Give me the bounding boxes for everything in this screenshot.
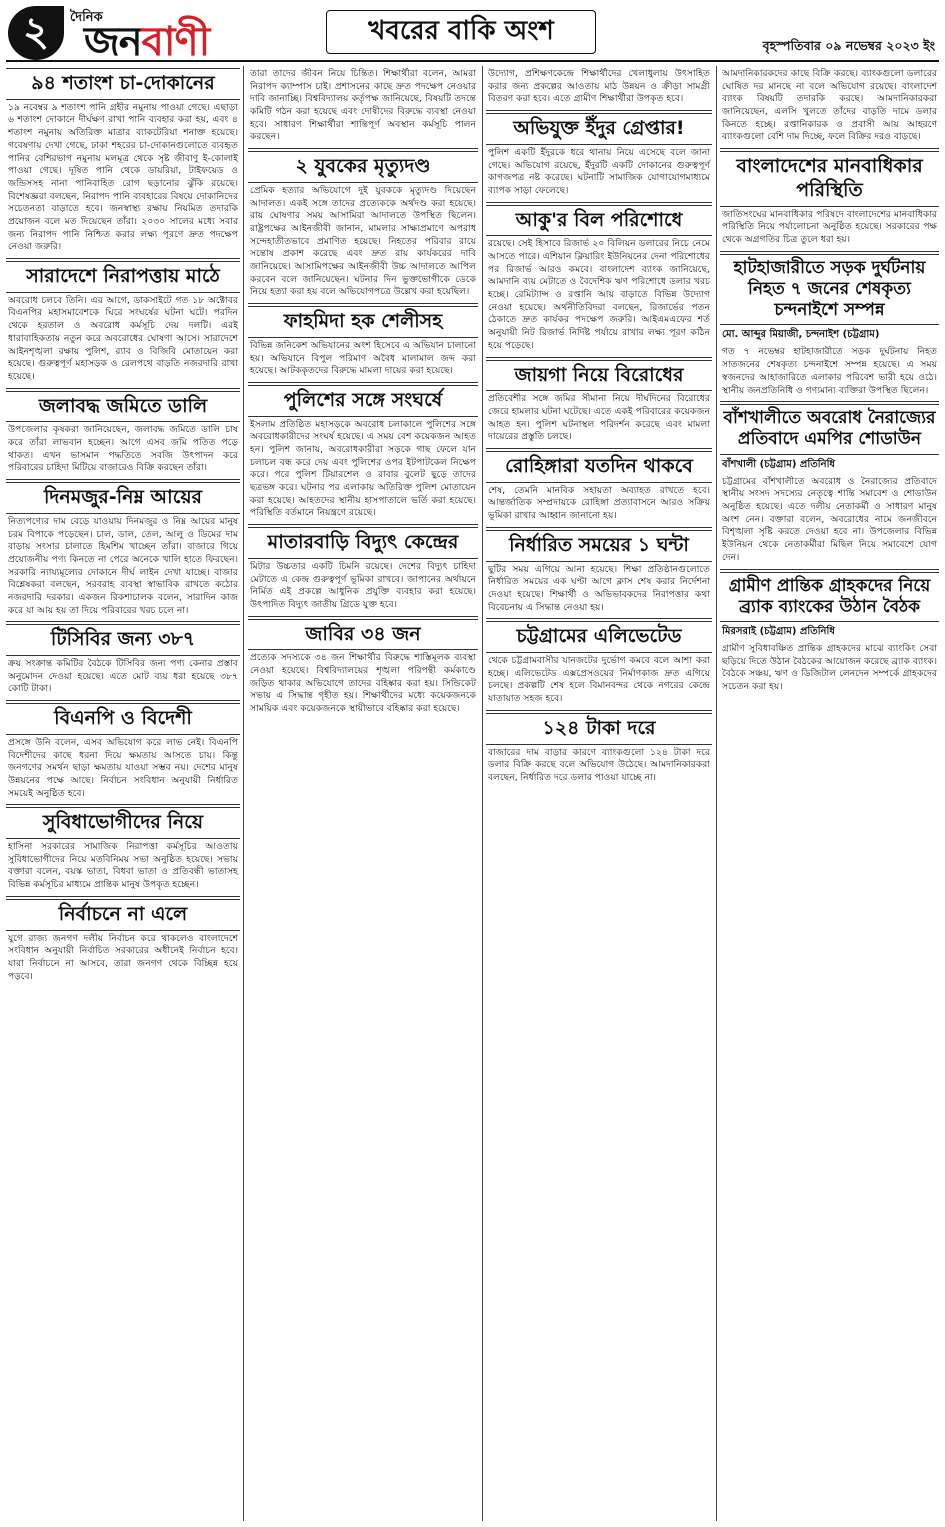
story-body: চট্টগ্রামের বাঁশখালীতে অবরোধ ও নৈরাজ্যের প্রতিবাদে স্থানীয় সংসদ সদস্যের নেতৃত্বে শান্তি সমাবেশ ও শোডাউন অনুষ্ঠিত হয়েছে। এতে দলীয় নেতাকর্মী ও সাধারণ মানুষ অংশ নেন। বক্তারা বলেন, অবরোধের নামে জনজীবনে বিশৃঙ্খলা সৃষ্টি করতে দেওয়া হবে না। উপজেলার বিভিন্ন ইউনিয়ন থেকে নেতাকর্মীরা মিছিল নিয়ে সমাবেশে যোগ দেন। <box>722 475 937 563</box>
story-body: গ্রামীণ সুবিধাবঞ্চিত প্রান্তিক গ্রাহকদের মাঝে ব্যাংকিং সেবা ছড়িয়ে দিতে উঠান বৈঠকের আয়োজন করেছে ব্র্যাক ব্যাংক। বৈঠকে সঞ্চয়, ঋণ ও ডিজিটাল লেনদেন সম্পর্কে গ্রাহকদের সচেতন করা হয়। <box>722 643 937 693</box>
story-headline: জায়গা নিয়ে বিরোধের <box>486 360 712 392</box>
story-headline: ৯৪ শতাংশ চা-দোকানের <box>6 68 240 100</box>
page-number: ২ <box>8 6 64 60</box>
news-story <box>6 480 240 622</box>
masthead <box>6 4 939 65</box>
story-headline: পুলিশের সঙ্গে সংঘর্ষে <box>248 385 478 417</box>
column-4 <box>720 66 939 1521</box>
news-story <box>486 619 712 711</box>
news-story <box>6 805 240 897</box>
story-headline: জলাবদ্ধ জমিতে ডালি <box>6 391 240 423</box>
story-body: ক্রয় সংক্রান্ত কমিটির বৈঠকে টিসিবির জন্য পণ্য কেনার প্রস্তাব অনুমোদন দেওয়া হয়েছে। এতে মোট ব্যয় ধরা হয়েছে ৩৮৭ কোটি টাকা। <box>8 658 238 695</box>
news-story <box>248 617 478 720</box>
story-body: উদ্যোগ, প্রশিক্ষণকেন্দ্রে শিক্ষার্থীদের খেলাধুলায় উৎসাহিত করার জন্য প্রকল্পের আওতায় মাঠ উন্নয়ন ও ক্রীড়া সামগ্রী বিতরণ করা হবে। এতে গ্রামীণ শিক্ষার্থীরা উপকৃত হবে। <box>488 68 710 105</box>
story-headline: মাতারবাড়ি বিদ্যুৎ কেন্দ্রের <box>248 527 478 559</box>
column-1 <box>6 66 240 1521</box>
news-story <box>486 66 712 111</box>
story-body: যুগে রাজ্য জনগণ দলীয় নির্বাচন করে থাকলেও বাংলাদেশে সংবিধান অনুযায়ী নির্বাচিত সরকারের অধীনেই নির্বাচন হবে। যারা নির্বাচনে না আসবে, তারা জনগণ থেকে বিচ্ছিন্ন হয়ে পড়বে। <box>8 932 238 982</box>
news-story <box>486 358 712 450</box>
story-body: তারা তাদের জীবন নিয়ে চিন্তিত। শিক্ষার্থীরা বলেন, আমরা নিরাপদ ক্যাম্পাস চাই। প্রশাসনের কাছে দ্রুত পদক্ষেপ নেওয়ার দাবি জানাচ্ছি। বিশ্ববিদ্যালয় কর্তৃপক্ষ জানিয়েছে, বিষয়টি তদন্তে কমিটি গঠন করা হয়েছে এবং দোষীদের বিরুদ্ধে ব্যবস্থা নেওয়া হবে। সাধারণ শিক্ষার্থীরা শান্তিপূর্ণ অবস্থান কর্মসূচি পালন করছেন। <box>250 68 476 143</box>
news-story <box>248 304 478 383</box>
story-body: বাজারের দাম বাড়ার কারণে ব্যাংকগুলো ১২৪ টাকা দরে ডলার বিক্রি করছে বলে অভিযোগ উঠেছে। আমদানিকারকরা বলছেন, নির্ধারিত দরে ডলার পাওয়া যাচ্ছে না। <box>488 746 710 783</box>
story-headline: অভিযুক্ত ইঁদুর গ্রেপ্তার! <box>486 113 712 145</box>
news-story <box>6 389 240 481</box>
story-body: উপজেলার কৃষকরা জানিয়েছেন, জলাবদ্ধ জমিতে ডালি চাষ করে তাঁরা লাভবান হচ্ছেন। আগে এসব জমি পতিত পড়ে থাকত। এখন ভাসমান পদ্ধতিতে সবজি উৎপাদন করে পরিবারের চাহিদা মিটিয়ে বাজারেও বিক্রি করছেন তাঁরা। <box>8 424 238 474</box>
news-story <box>720 402 939 569</box>
story-headline: ফাহমিদা হক শেলীসহ <box>248 306 478 338</box>
story-body: প্রতিবেশীর সঙ্গে জমির সীমানা নিয়ে দীর্ঘদিনের বিরোধের জেরে হামলার ঘটনা ঘটেছে। এতে একই পরিবারের কয়েকজন আহত হন। পুলিশ ঘটনাস্থল পরিদর্শন করেছে এবং মামলা দায়েরের প্রস্তুতি চলছে। <box>488 393 710 443</box>
news-story <box>486 711 712 789</box>
story-body: হাসিনা সরকারের সামাজিক নিরাপত্তা কর্মসূচির আওতায় সুবিধাভোগীদের নিয়ে মতবিনিময় সভা অনুষ্ঠিত হয়েছে। সভায় বক্তারা বলেন, বয়স্ক ভাতা, বিধবা ভাতা ও প্রতিবন্ধী ভাতাসহ বিভিন্ন কর্মসূচির মাধ্যমে প্রান্তিক মানুষ উপকৃত হচ্ছেন। <box>8 841 238 891</box>
story-headline: বাংলাদেশের মানবাধিকার পরিস্থিতি <box>720 151 939 207</box>
column-divider <box>482 66 483 1521</box>
story-body: অবরোধ চলবে তিনি। এর আগে, ডাকসাইটে গত ১৮ অক্টোবর বিএনপির মহাসমাবেশকে ঘিরে সংঘর্ষের ঘটনা ঘটে। পরদিন থেকে হরতাল ও অবরোধ কর্মসূচি দেয় দলটি। এরই ধারাবাহিকতায় নতুন করে অবরোধের ঘোষণা আসে। সারাদেশে আইনশৃঙ্খলা রক্ষায় পুলিশ, র‍্যাব ও বিজিবি মোতায়েন করা হয়েছে। গুরুত্বপূর্ণ মহাসড়ক ও রেলপথে বাড়তি নজরদারি রাখা হয়েছে। <box>8 294 238 382</box>
story-headline: হাটহাজারীতে সড়ক দুর্ঘটনায় নিহত ৭ জনের শেষকৃত্য চন্দনাইশে সম্পন্ন <box>720 254 939 326</box>
story-body: প্রত্যেক সদস্যকে ৩৪ জন শিক্ষার্থীর বিরুদ্ধে শাস্তিমূলক ব্যবস্থা নেওয়া হয়েছে। বিশ্ববিদ্যালয়ের শৃঙ্খলা পরিপন্থী কর্মকাণ্ডে জড়িত থাকার অভিযোগে তাদের বহিষ্কার করা হয়। সিন্ডিকেট সভায় এ সিদ্ধান্ত গৃহীত হয়। শিক্ষার্থীদের মধ্যে কয়েকজনকে সাময়িক এবং কয়েকজনকে স্থায়ীভাবে বহিষ্কার করা হয়েছে। <box>250 652 476 715</box>
news-story <box>6 622 240 701</box>
story-headline: চট্টগ্রামের এলিভেটেড <box>486 621 712 653</box>
news-story <box>486 449 712 528</box>
story-headline: রোহিঙ্গারা যতদিন থাকবে <box>486 451 712 483</box>
story-headline: জাবির ৩৪ জন <box>248 619 478 651</box>
story-body: থেকে চট্টগ্রামবাসীর যানজটের দুর্ভোগ কমবে বলে আশা করা হচ্ছে। এলিভেটেড এক্সপ্রেসওয়ের নির্মাণকাজ দ্রুত এগিয়ে চলছে। প্রকল্পটি শেষ হলে বিমানবন্দর থেকে নগরের কেন্দ্রে যাতায়াত সহজ হবে। <box>488 655 710 705</box>
story-body: প্রসঙ্গে উনি বলেন, এসব অভিযোগ করে লাভ নেই। বিএনপি বিদেশীদের কাছে ধরনা দিয়ে ক্ষমতায় আসতে চায়। কিন্তু জনগণের সমর্থন ছাড়া ক্ষমতায় যাওয়া সম্ভব নয়। দেশের মানুষ উন্নয়নের পক্ষে আছে। নির্বাচন সংবিধান অনুযায়ী নির্ধারিত সময়েই অনুষ্ঠিত হবে। <box>8 736 238 799</box>
story-headline: ২ যুবকের মৃত্যুদণ্ড <box>248 151 478 183</box>
section-title: খবরের বাকি অংশ <box>326 10 596 54</box>
story-byline: বাঁশখালী (চট্টগ্রাম) প্রতিনিধি <box>722 458 836 470</box>
newspaper-logo <box>70 8 320 65</box>
story-body: রয়েছে। সেই হিসাবে রিজার্ভ ২০ বিলিয়ন ডলারের নিচে নেমে আসতে পারে। এশিয়ান ক্লিয়ারিং ইউনিয়নের দেনা পরিশোধের পর রিজার্ভ আরও কমবে। বাংলাদেশ ব্যাংক জানিয়েছে, আমদানি ব্যয় মেটাতে ও বৈদেশিক ঋণ পরিশোধে ডলার খরচ হচ্ছে। রেমিট্যান্স ও রপ্তানি আয় বাড়াতে বিভিন্ন উদ্যোগ নেওয়া হয়েছে। অর্থনীতিবিদরা বলছেন, রিজার্ভের পতন ঠেকাতে দ্রুত কার্যকর পদক্ষেপ জরুরি। আইএমএফের শর্ত অনুযায়ী নিট রিজার্ভ নির্দিষ্ট পর্যায়ে রাখার লক্ষ্য পূরণ কঠিন হয়ে পড়েছে। <box>488 238 710 351</box>
story-headline: সারাদেশে নিরাপত্তায় মাঠে <box>6 261 240 293</box>
column-divider <box>243 66 244 1521</box>
story-headline: বিএনপি ও বিদেশী <box>6 703 240 735</box>
logo-daily-label: দৈনিক <box>70 10 103 25</box>
story-body: ইসলাম প্রতিষ্ঠিত মহাসড়কে অবরোধ চলাকালে পুলিশের সঙ্গে অবরোধকারীদের সংঘর্ষ হয়েছে। এ সময় বেশ কয়েকজন আহত হন। পুলিশ জানায়, অবরোধকারীরা সড়কে গাছ ফেলে যান চলাচল বন্ধ করে দেয় এবং পুলিশের ওপর ইটপাটকেল নিক্ষেপ করে। পরে পুলিশ টিয়ারশেল ও রাবার বুলেট ছুড়ে তাদের ছত্রভঙ্গ করে। ঘটনার পর এলাকায় অতিরিক্ত পুলিশ মোতায়েন করা হয়েছে। আহতদের স্থানীয় হাসপাতালে ভর্তি করা হয়েছে। পরিস্থিতি বর্তমানে নিয়ন্ত্রণে রয়েছে। <box>250 418 476 519</box>
story-headline: দিনমজুর-নিম্ন আয়ের <box>6 482 240 514</box>
story-body: ছুটির সময় এগিয়ে আনা হয়েছে। শিক্ষা প্রতিষ্ঠানগুলোতে নির্ধারিত সময়ের এক ঘণ্টা আগে ক্লাস শেষ করার নির্দেশনা দেওয়া হয়েছে। শিক্ষার্থী ও অভিভাবকদের নিরাপত্তার কথা বিবেচনায় এ সিদ্ধান্ত নেওয়া হয়। <box>488 563 710 613</box>
column-divider <box>716 66 717 1521</box>
story-body: প্রেমিক হত্যার অভিযোগে দুই যুবককে মৃত্যুদণ্ড দিয়েছেন আদালত। একই সঙ্গে তাদের প্রত্যেককে অর্থদণ্ড করা হয়েছে। রায় ঘোষণার সময় আসামিরা আদালতে উপস্থিত ছিলেন। রাষ্ট্রপক্ষের আইনজীবী জানান, মামলার সাক্ষ্যপ্রমাণে অপরাধ সন্দেহাতীতভাবে প্রমাণিত হয়েছে। নিহতের পরিবার রায়ে সন্তোষ প্রকাশ করেছে এবং দ্রুত রায় কার্যকরের দাবি জানিয়েছে। আসামিপক্ষের আইনজীবী উচ্চ আদালতে আপিল করবেন বলে জানিয়েছেন। ঘটনার দিন ভুক্তভোগীকে ডেকে নিয়ে হত্যা করা হয় বলে অভিযোগপত্রে উল্লেখ করা হয়েছিল। <box>250 184 476 298</box>
story-headline: বাঁশখালীতে অবরোধ নৈরাজ্যের প্রতিবাদে এমপির শোডাউন <box>720 404 939 455</box>
story-body: গত ৭ নভেম্বর হাটহাজারীতে সড়ক দুর্ঘটনায় নিহত সাতজনের শেষকৃত্য চন্দনাইশে সম্পন্ন হয়েছে। এ সময় স্বজনদের আহাজারিতে এলাকার পরিবেশ ভারী হয়ে ওঠে। স্থানীয় জনপ্রতিনিধি ও গণ্যমান্য ব্যক্তিরা উপস্থিত ছিলেন। <box>722 346 937 396</box>
news-story <box>486 111 712 203</box>
news-story <box>6 259 240 389</box>
story-body: পুলিশ একটি ইঁদুরকে ধরে থানায় নিয়ে এসেছে বলে জানা গেছে। অভিযোগ রয়েছে, ইঁদুরটি একটি দোকানের গুরুত্বপূর্ণ কাগজপত্র নষ্ট করেছে। ঘটনাটি সামাজিক যোগাযোগমাধ্যমে ব্যাপক সাড়া ফেলেছে। <box>488 146 710 196</box>
column-3 <box>486 66 712 1521</box>
news-story <box>486 528 712 620</box>
news-story <box>248 383 478 525</box>
story-headline: গ্রামীণ প্রান্তিক গ্রাহকদের নিয়ে ব্র্যাক ব্যাংকের উঠান বৈঠক <box>720 572 939 623</box>
news-story <box>248 149 478 304</box>
news-story <box>6 66 240 259</box>
story-headline: নির্বাচনে না এলে <box>6 899 240 931</box>
story-body: ১৯ নবেম্বর ৯ শতাংশ পানি গ্রহীর নমুনায় পাওয়া গেছে। এছাড়া ৬ শতাংশ দোকানে দীর্ঘক্ষণ রাখা পানি ব্যবহার করা হয়, এবং ৪ শতাংশ নমুনায় অতিরিক্ত মাত্রার ব্যাকটেরিয়া শনাক্ত হয়েছে। গবেষণায় দেখা গেছে, ঢাকা শহরের চা-দোকানগুলোতে ব্যবহৃত পানির বেশিরভাগ নমুনায় মলমূত্র থেকে সৃষ্ট জীবাণু ই-কোলাই পাওয়া গেছে। দূষিত পানি থেকে ডায়রিয়া, টাইফয়েড ও জন্ডিসসহ নানা পানিবাহিত রোগ ছড়ানোর ঝুঁকি রয়েছে। বিশেষজ্ঞরা বলছেন, নিরাপদ পানি ব্যবহারের বিষয়ে দোকানিদের সচেতনতা বাড়াতে হবে। জনস্বাস্থ্য রক্ষায় নিয়মিত তদারকি প্রয়োজন বলে মত দিয়েছেন তাঁরা। ২০৩০ সালের মধ্যে সবার জন্য নিরাপদ পানি নিশ্চিত করার লক্ষ্য পূরণে দ্রুত পদক্ষেপ নেওয়া জরুরি। <box>8 101 238 253</box>
news-story <box>248 525 478 617</box>
story-body: শেষ, তেমনি মানবিক সহায়তা অব্যাহত রাখতে হবে। আন্তর্জাতিক সম্প্রদায়কে রোহিঙ্গা প্রত্যাবাসনে আরও সক্রিয় ভূমিকা রাখার আহ্বান জানানো হয়। <box>488 484 710 522</box>
story-body: বিভিন্ন জনিকেশ অভিযানের অংশ হিসেবে এ অভিযান চালানো হয়। অভিযানে বিপুল পরিমাণ অবৈধ মালামাল জব্দ করা হয়েছে। আটককৃতদের বিরুদ্ধে মামলা দায়ের করা হয়েছে। <box>250 339 476 377</box>
issue-date: বৃহস্পতিবার ০৯ নভেম্বর ২০২৩ ইং <box>762 38 935 53</box>
story-headline: সুবিধাভোগীদের নিয়ে <box>6 807 240 839</box>
logo-name-part-a: জন <box>84 18 142 65</box>
story-headline: আকু'র বিল পরিশোধে <box>486 205 712 237</box>
story-byline: মো. আব্দুর মিয়াজী, চন্দনাইশ (চট্টগ্রাম) <box>722 329 880 341</box>
news-story <box>720 66 939 149</box>
story-body: নিত্যপণ্যের দাম বেড়ে যাওয়ায় দিনমজুর ও নিম্ন আয়ের মানুষ চরম বিপাকে পড়েছেন। চাল, ডাল, তেল, আলু ও ডিমের দাম বাড়ায় সংসার চালাতে হিমশিম খাচ্ছেন তাঁরা। বাজারে গিয়ে প্রয়োজনীয় পণ্য কিনতে না পেরে অনেকে খালি হাতে ফিরছেন। সরকারি ন্যায্যমূল্যের দোকানে দীর্ঘ লাইন দেখা যাচ্ছে। বাজার বিশ্লেষকরা বলছেন, সরবরাহ ব্যবস্থা স্বাভাবিক রাখতে কঠোর নজরদারি দরকার। একজন রিকশাচালক বলেন, সারাদিন কাজ করে যা আয় হয় তা দিয়ে পরিবারের খরচ চলে না। <box>8 515 238 616</box>
story-body: জাতিসংঘের মানবাধিকার পরিষদে বাংলাদেশের মানবাধিকার পরিস্থিতি নিয়ে পর্যালোচনা অনুষ্ঠিত হয়েছে। সরকারের পক্ষ থেকে অগ্রগতির চিত্র তুলে ধরা হয়। <box>722 208 937 245</box>
news-story <box>248 66 478 149</box>
news-story <box>720 252 939 403</box>
column-2 <box>248 66 478 1521</box>
news-story <box>720 149 939 252</box>
news-story <box>720 570 939 698</box>
story-headline: টিসিবির জন্য ৩৮৭ <box>6 624 240 656</box>
story-body: আমদানিকারকদের কাছে বিক্রি করছে। ব্যাংকগুলো ডলারের ঘোষিত দর মানছে না বলে অভিযোগ রয়েছে। বাংলাদেশ ব্যাংক বিষয়টি তদারকি করছে। আমদানিকারকরা জানিয়েছেন, এলসি খুলতে তাঁদের বাড়তি দামে ডলার কিনতে হচ্ছে। রপ্তানিকারক ও প্রবাসী আয় আহরণে ব্যাংকগুলো বেশি দাম দিচ্ছে, ফলে বিক্রির দরও বাড়ছে। <box>722 68 937 143</box>
news-story <box>6 897 240 988</box>
news-story <box>486 203 712 358</box>
story-headline: ১২৪ টাকা দরে <box>486 713 712 745</box>
logo-name-part-b: বাণী <box>141 18 210 65</box>
story-body: মিটার উচ্চতার একটি চিমনি রয়েছে। দেশের বিদ্যুৎ চাহিদা মেটাতে এ কেন্দ্র গুরুত্বপূর্ণ ভূমিকা রাখবে। জাপানের অর্থায়নে নির্মিত এই প্রকল্পে আধুনিক প্রযুক্তি ব্যবহার করা হয়েছে। উৎপাদিত বিদ্যুৎ জাতীয় গ্রিডে যুক্ত হবে। <box>250 560 476 610</box>
news-story <box>6 701 240 805</box>
story-headline: নির্ধারিত সময়ের ১ ঘন্টা <box>486 530 712 562</box>
story-byline: মিরসরাই (চট্টগ্রাম) প্রতিনিধি <box>722 626 835 637</box>
